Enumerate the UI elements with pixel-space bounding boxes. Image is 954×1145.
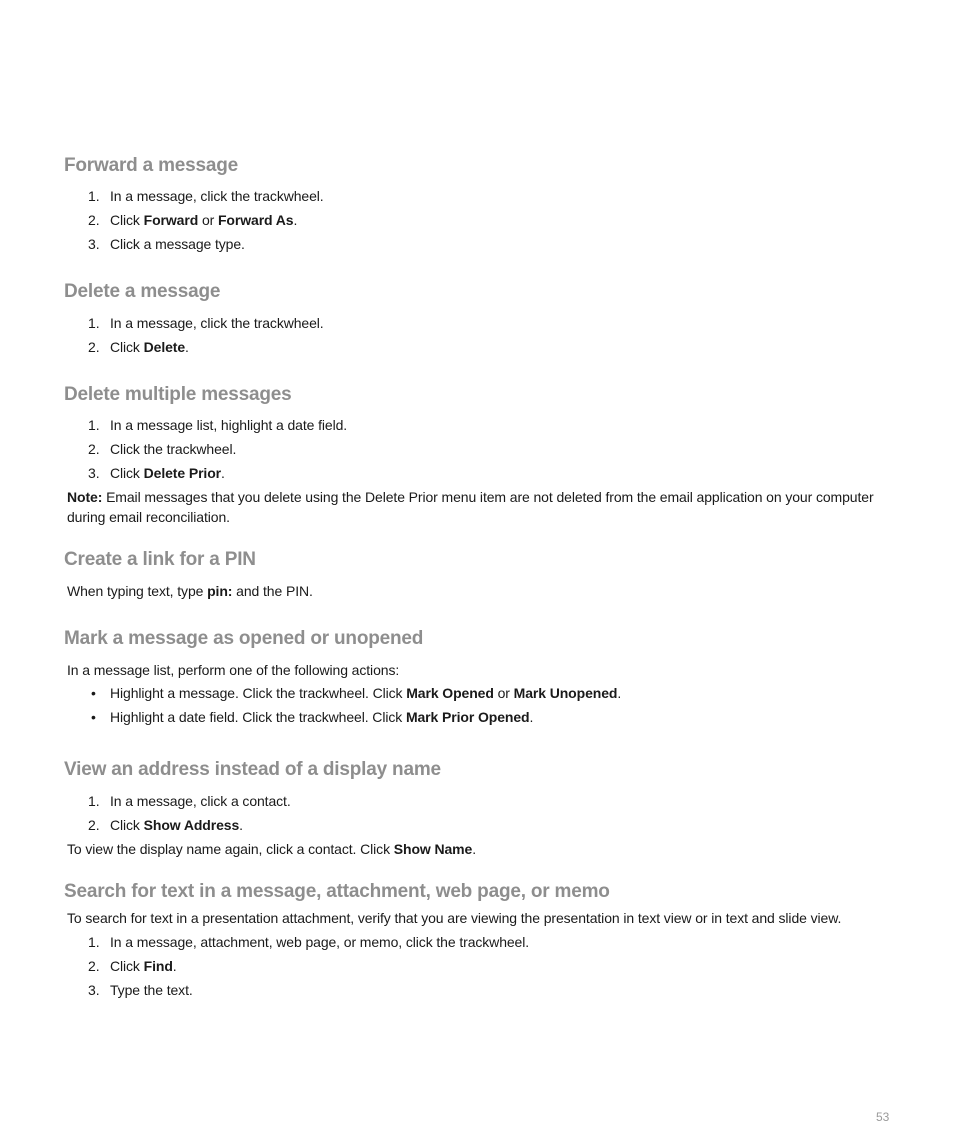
bullet-text: Highlight a date field. Click the trackwheel. Click Mark Prior Opened.: [110, 709, 534, 725]
step-text: Click a message type.: [110, 236, 245, 252]
ui-term: Delete: [143, 339, 186, 355]
heading-view-address: View an address instead of a display name: [64, 759, 441, 780]
bullet-text: Highlight a message. Click the trackwheel. Click Mark Opened or Mark Unopened.: [110, 685, 622, 701]
step-text: Click Forward or Forward As.: [110, 212, 298, 228]
list-number: 2.: [88, 212, 100, 228]
list-number: 2.: [88, 441, 100, 457]
list-number: 1.: [88, 188, 100, 204]
paragraph: In a message list, perform one of the following actions:: [67, 662, 400, 678]
ui-term: Forward: [143, 212, 199, 228]
heading-pin-link: Create a link for a PIN: [64, 549, 256, 570]
list-number: 3.: [88, 465, 100, 481]
step-text: Click the trackwheel.: [110, 441, 237, 457]
list-number: 2.: [88, 339, 100, 355]
heading-mark-message: Mark a message as opened or unopened: [64, 628, 424, 649]
paragraph: To search for text in a presentation attachment, verify that you are viewing the presentation in text view or in text and slide view.: [67, 910, 842, 926]
ui-term: Mark Unopened: [513, 685, 618, 701]
heading-delete-message: Delete a message: [64, 281, 221, 302]
ui-term: Forward As: [217, 212, 294, 228]
step-text: Click Delete Prior.: [110, 465, 225, 481]
ui-term: Mark Prior Opened: [405, 709, 530, 725]
step-text: Click Find.: [110, 958, 177, 974]
bullet: •: [91, 709, 96, 725]
step-text: Click Delete.: [110, 339, 189, 355]
paragraph: To view the display name again, click a contact. Click Show Name.: [67, 841, 477, 857]
list-number: 1.: [88, 417, 100, 433]
step-text: In a message, click a contact.: [110, 793, 291, 809]
heading-forward-message: Forward a message: [64, 155, 239, 176]
list-number: 1.: [88, 793, 100, 809]
bullet: •: [91, 685, 96, 701]
heading-search-text: Search for text in a message, attachment, web page, or memo: [64, 881, 610, 902]
list-number: 2.: [88, 817, 100, 833]
heading-delete-multiple: Delete multiple messages: [64, 384, 292, 405]
list-number: 2.: [88, 958, 100, 974]
step-text: Type the text.: [110, 982, 193, 998]
list-number: 3.: [88, 982, 100, 998]
step-text: Click Show Address.: [110, 817, 243, 833]
list-number: 1.: [88, 934, 100, 950]
note-label: Note:: [67, 489, 103, 505]
ui-term: Delete Prior: [143, 465, 222, 481]
ui-term: Find: [143, 958, 173, 974]
ui-term: Show Address: [143, 817, 240, 833]
note-paragraph: Note: Email messages that you delete using the Delete Prior menu item are not deleted from the email application on your computer during email reconciliation.: [67, 489, 874, 525]
step-text: In a message, attachment, web page, or memo, click the trackwheel.: [110, 934, 530, 950]
step-text: In a message, click the trackwheel.: [110, 188, 324, 204]
step-text: In a message list, highlight a date field.: [110, 417, 348, 433]
page-number: 53: [876, 1110, 890, 1124]
ui-term: Show Name: [393, 841, 473, 857]
list-number: 3.: [88, 236, 100, 252]
ui-term: Mark Opened: [406, 685, 494, 701]
paragraph: When typing text, type pin: and the PIN.: [67, 583, 313, 599]
ui-term: pin:: [207, 583, 233, 599]
step-text: In a message, click the trackwheel.: [110, 315, 324, 331]
list-number: 1.: [88, 315, 100, 331]
